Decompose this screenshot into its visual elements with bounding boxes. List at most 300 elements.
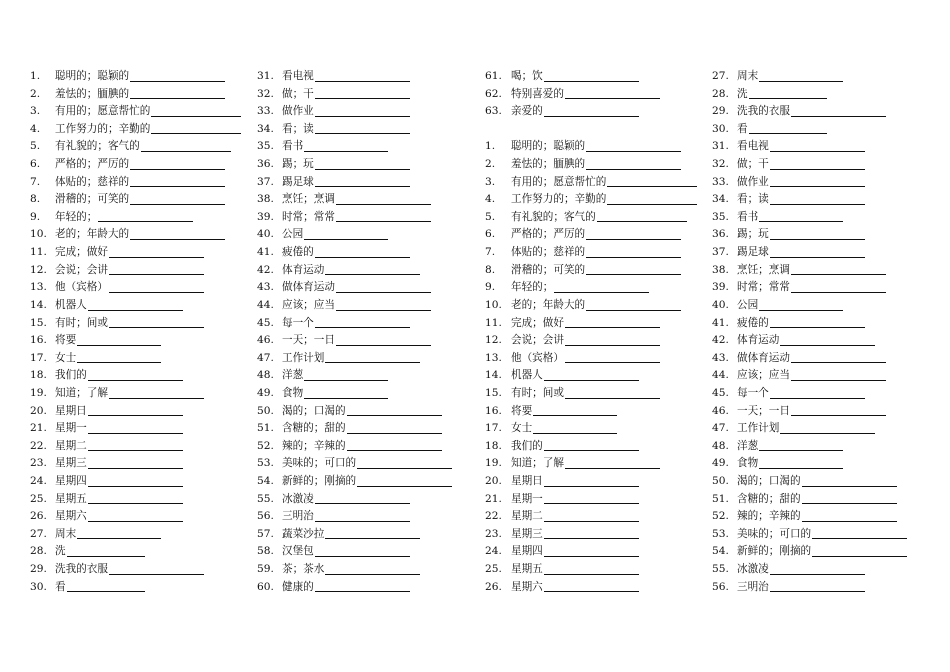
item-number: 35. [257,140,274,153]
chinese-prompt: 星期六 [55,510,87,523]
item-number: 42. [712,334,729,347]
answer-blank[interactable] [357,468,452,469]
item-number: 26. [485,580,502,593]
item-number: 17. [485,422,502,435]
vocab-row [257,420,489,438]
answer-blank[interactable] [77,345,161,346]
answer-blank[interactable] [109,292,204,293]
vocab-row [257,297,489,315]
chinese-prompt: 新鲜的；刚摘的 [282,475,357,488]
chinese-prompt: 洗我的衣服 [737,105,790,118]
answer-blank[interactable] [586,310,681,311]
answer-blank[interactable] [315,327,410,328]
answer-blank[interactable] [802,521,897,522]
answer-blank[interactable] [130,98,225,99]
vocab-row [485,226,717,244]
item-number: 40. [712,298,729,311]
answer-blank[interactable] [109,274,204,275]
item-number: 6. [485,228,496,241]
vocab-row [257,455,489,473]
answer-blank[interactable] [812,556,907,557]
answer-blank[interactable] [802,486,897,487]
chinese-prompt: 含糖的；甜的 [737,492,801,505]
chinese-prompt: 工作努力的；辛勤的 [55,122,151,135]
item-number: 58. [257,545,274,558]
item-number: 61. [485,70,502,82]
item-number: 32. [257,87,274,100]
chinese-prompt: 星期二 [55,439,87,452]
item-number: 54. [712,545,729,558]
vocab-row [257,526,489,544]
answer-blank[interactable] [304,398,388,399]
vocab-row [485,279,717,297]
vocab-row [257,350,489,368]
vocab-row [30,68,262,86]
item-number: 36. [257,158,274,171]
answer-blank[interactable] [759,81,843,82]
chinese-prompt: 体育运动 [737,334,780,347]
item-number: 54. [257,475,274,488]
chinese-prompt: 有礼貌的；客气的 [55,140,140,153]
answer-blank[interactable] [151,133,241,134]
answer-blank[interactable] [130,204,225,205]
chinese-prompt: 特别喜爱的 [511,87,564,100]
answer-blank[interactable] [77,362,161,363]
answer-blank[interactable] [336,292,431,293]
vocab-row [257,543,489,561]
chinese-prompt: 星期二 [511,510,543,523]
vocab-row [257,403,489,421]
item-number: 48. [712,439,729,452]
item-number: 60. [257,580,274,593]
item-number: 21. [485,492,502,505]
vocab-row [485,455,717,473]
answer-blank[interactable] [565,362,660,363]
answer-blank[interactable] [544,591,639,592]
item-number: 9. [485,281,496,294]
item-number: 6. [30,158,41,171]
vocab-row [257,262,489,280]
item-number: 4. [485,193,496,206]
answer-blank[interactable] [780,345,875,346]
answer-blank[interactable] [607,186,697,187]
answer-blank[interactable] [347,450,442,451]
chinese-prompt: 完成；做好 [511,316,564,329]
answer-blank[interactable] [88,468,183,469]
vocab-row [485,367,717,385]
chinese-prompt: 三明治 [282,510,314,523]
item-number: 50. [712,475,729,488]
answer-blank[interactable] [315,116,410,117]
answer-blank[interactable] [336,345,431,346]
answer-blank[interactable] [544,556,639,557]
item-number: 15. [485,386,502,399]
chinese-prompt: 周末 [737,70,759,82]
answer-blank[interactable] [770,186,865,187]
vocab-row [30,350,262,368]
item-number: 45. [257,316,274,329]
answer-blank[interactable] [554,292,649,293]
vocab-row [257,244,489,262]
answer-blank[interactable] [586,151,681,152]
vocab-row [712,68,944,86]
item-number: 19. [30,386,47,399]
item-number: 33. [257,105,274,118]
chinese-prompt: 蔬菜沙拉 [282,527,325,540]
chinese-prompt: 食物 [282,386,304,399]
item-number: 1. [30,70,41,82]
answer-blank[interactable] [315,169,410,170]
chinese-prompt: 星期四 [55,475,87,488]
answer-blank[interactable] [544,521,639,522]
item-number: 47. [257,351,274,364]
item-number: 41. [257,246,274,259]
answer-blank[interactable] [325,538,420,539]
answer-blank[interactable] [130,186,225,187]
chinese-prompt: 做体育运动 [282,281,335,294]
answer-blank[interactable] [88,486,183,487]
answer-blank[interactable] [347,415,442,416]
item-number: 32. [712,158,729,171]
item-number: 29. [30,563,47,576]
answer-blank[interactable] [749,133,827,134]
item-number: 7. [485,246,496,259]
answer-blank[interactable] [88,503,183,504]
chinese-prompt: 完成；做好 [55,246,108,259]
answer-blank[interactable] [802,503,897,504]
chinese-prompt: 工作努力的；辛勤的 [511,193,607,206]
chinese-prompt: 每一个 [737,386,769,399]
answer-blank[interactable] [770,151,865,152]
answer-blank[interactable] [759,450,843,451]
item-number: 27. [30,527,47,540]
chinese-prompt: 冰激凌 [737,563,769,576]
answer-blank[interactable] [88,415,183,416]
item-number: 4. [30,122,41,135]
answer-blank[interactable] [336,310,431,311]
chinese-prompt: 严格的；严厉的 [511,228,586,241]
item-number: 23. [485,527,502,540]
item-number: 5. [485,210,496,223]
chinese-prompt: 三明治 [737,580,769,593]
item-number: 55. [257,492,274,505]
item-number: 49. [257,386,274,399]
answer-blank[interactable] [88,521,183,522]
answer-blank[interactable] [544,380,639,381]
vocab-row [712,385,944,403]
vocab-row [30,103,262,121]
answer-blank[interactable] [565,468,660,469]
answer-blank[interactable] [759,310,843,311]
vocab-row [30,315,262,333]
chinese-prompt: 羞怯的；腼腆的 [55,87,130,100]
item-number: 27. [712,70,729,82]
item-number: 52. [712,510,729,523]
item-number: 62. [485,87,502,100]
vocab-column-3 [485,68,717,596]
answer-blank[interactable] [544,486,639,487]
answer-blank[interactable] [325,274,420,275]
item-number: 3. [30,105,41,118]
chinese-prompt: 看电视 [282,70,314,82]
answer-blank[interactable] [791,116,886,117]
answer-blank[interactable] [544,538,639,539]
column-gap [485,121,717,139]
item-number: 13. [485,351,502,364]
vocab-row [712,561,944,579]
chinese-prompt: 辣的；辛辣的 [737,510,801,523]
vocab-row [257,86,489,104]
answer-blank[interactable] [88,450,183,451]
answer-blank[interactable] [586,169,681,170]
item-number: 20. [30,404,47,417]
chinese-prompt: 体育运动 [282,263,325,276]
chinese-prompt: 知道；了解 [55,386,108,399]
answer-blank[interactable] [770,169,865,170]
chinese-prompt: 会说；会讲 [511,334,564,347]
answer-blank[interactable] [791,292,886,293]
answer-blank[interactable] [544,116,639,117]
answer-blank[interactable] [597,221,687,222]
answer-blank[interactable] [109,398,204,399]
answer-blank[interactable] [67,556,145,557]
answer-blank[interactable] [565,398,660,399]
item-number: 52. [257,439,274,452]
vocab-row [712,121,944,139]
answer-blank[interactable] [812,538,907,539]
item-number: 5. [30,140,41,153]
answer-blank[interactable] [791,274,886,275]
vocab-row [712,543,944,561]
answer-blank[interactable] [336,221,431,222]
vocab-row [712,226,944,244]
answer-blank[interactable] [533,433,617,434]
answer-blank[interactable] [565,327,660,328]
answer-blank[interactable] [586,239,681,240]
chinese-prompt: 洗 [55,545,66,558]
chinese-prompt: 踢；玩 [737,228,769,241]
answer-blank[interactable] [88,380,183,381]
vocab-row [485,420,717,438]
chinese-prompt: 一天；一日 [737,404,790,417]
item-number: 22. [485,510,502,523]
answer-blank[interactable] [770,239,865,240]
vocab-row [712,579,944,597]
chinese-prompt: 食物 [737,457,759,470]
answer-blank[interactable] [586,274,681,275]
item-number: 14. [30,298,47,311]
chinese-prompt: 有时；间或 [55,316,108,329]
answer-blank[interactable] [749,98,827,99]
item-number: 31. [257,70,274,82]
chinese-prompt: 看书 [737,210,759,223]
chinese-prompt: 冰激凌 [282,492,314,505]
answer-blank[interactable] [759,221,843,222]
answer-blank[interactable] [67,591,145,592]
item-number: 24. [30,475,47,488]
vocab-row [30,473,262,491]
answer-blank[interactable] [586,257,681,258]
answer-blank[interactable] [109,327,204,328]
item-number: 10. [30,228,47,241]
chinese-prompt: 工作计划 [737,422,780,435]
answer-blank[interactable] [791,362,886,363]
answer-blank[interactable] [141,151,231,152]
answer-blank[interactable] [565,98,660,99]
vocab-row [257,579,489,597]
answer-blank[interactable] [315,503,410,504]
answer-blank[interactable] [77,538,161,539]
chinese-prompt: 星期日 [55,404,87,417]
vocab-row [485,438,717,456]
chinese-prompt: 有用的；愿意帮忙的 [511,175,607,188]
answer-blank[interactable] [770,327,865,328]
vocab-row [485,103,717,121]
item-number: 11. [485,316,502,329]
answer-blank[interactable] [109,574,204,575]
item-number: 20. [485,475,502,488]
answer-blank[interactable] [315,98,410,99]
answer-blank[interactable] [315,186,410,187]
answer-blank[interactable] [357,486,452,487]
item-number: 53. [257,457,274,470]
answer-blank[interactable] [544,450,639,451]
answer-blank[interactable] [607,204,697,205]
answer-blank[interactable] [315,521,410,522]
chinese-prompt: 做作业 [737,175,769,188]
answer-blank[interactable] [770,398,865,399]
vocab-row [485,491,717,509]
chinese-prompt: 洗我的衣服 [55,563,108,576]
vocab-row [30,191,262,209]
answer-blank[interactable] [88,310,183,311]
chinese-prompt: 烹饪；烹调 [282,193,335,206]
chinese-prompt: 机器人 [55,298,87,311]
chinese-prompt: 健康的 [282,580,314,593]
vocab-row [712,508,944,526]
chinese-prompt: 烹饪；烹调 [737,263,790,276]
answer-blank[interactable] [315,133,410,134]
answer-blank[interactable] [565,345,660,346]
chinese-prompt: 看电视 [737,140,769,153]
vocab-row [30,297,262,315]
chinese-prompt: 星期三 [511,527,543,540]
answer-blank[interactable] [791,380,886,381]
item-number: 25. [30,492,47,505]
item-number: 2. [30,87,41,100]
item-number: 30. [712,122,729,135]
answer-blank[interactable] [304,380,388,381]
chinese-prompt: 女士 [55,351,77,364]
answer-blank[interactable] [770,204,865,205]
answer-blank[interactable] [336,204,431,205]
item-number: 38. [712,263,729,276]
chinese-prompt: 公园 [282,228,304,241]
answer-blank[interactable] [770,591,865,592]
vocab-row [30,156,262,174]
chinese-prompt: 做作业 [282,105,314,118]
answer-blank[interactable] [544,574,639,575]
chinese-prompt: 疲倦的 [282,246,314,259]
chinese-prompt: 茶；茶水 [282,563,325,576]
chinese-prompt: 公园 [737,298,759,311]
answer-blank[interactable] [544,503,639,504]
answer-blank[interactable] [98,221,193,222]
answer-blank[interactable] [315,81,410,82]
item-number: 16. [30,334,47,347]
chinese-prompt: 工作计划 [282,351,325,364]
item-number: 46. [257,334,274,347]
vocab-row [485,156,717,174]
answer-blank[interactable] [88,433,183,434]
answer-blank[interactable] [109,257,204,258]
vocab-row [257,491,489,509]
vocab-row [485,244,717,262]
chinese-prompt: 踢足球 [282,175,314,188]
answer-blank[interactable] [325,574,420,575]
vocab-row [485,561,717,579]
vocab-row [30,138,262,156]
vocab-row [712,438,944,456]
chinese-prompt: 我们的 [511,439,543,452]
vocab-row [712,315,944,333]
answer-blank[interactable] [759,468,843,469]
vocab-row [257,209,489,227]
chinese-prompt: 知道；了解 [511,457,564,470]
vocab-row [30,455,262,473]
answer-blank[interactable] [304,151,388,152]
vocab-row [712,473,944,491]
answer-blank[interactable] [315,257,410,258]
answer-blank[interactable] [770,257,865,258]
answer-blank[interactable] [130,81,225,82]
vocab-row [712,262,944,280]
chinese-prompt: 时常；常常 [737,281,790,294]
chinese-prompt: 会说；会讲 [55,263,108,276]
answer-blank[interactable] [533,415,617,416]
item-number: 17. [30,351,47,364]
answer-blank[interactable] [151,116,241,117]
chinese-prompt: 应该；应当 [737,369,790,382]
vocab-row [712,491,944,509]
chinese-prompt: 时常；常常 [282,210,335,223]
answer-blank[interactable] [315,591,410,592]
vocab-row [30,508,262,526]
chinese-prompt: 星期五 [55,492,87,505]
answer-blank[interactable] [130,239,225,240]
answer-blank[interactable] [544,81,639,82]
vocab-row [485,68,717,86]
answer-blank[interactable] [347,433,442,434]
vocab-row [257,315,489,333]
item-number: 42. [257,263,274,276]
item-number: 56. [257,510,274,523]
vocab-row [485,138,717,156]
vocab-row [712,209,944,227]
item-number: 50. [257,404,274,417]
answer-blank[interactable] [315,556,410,557]
item-number: 8. [30,193,41,206]
answer-blank[interactable] [325,362,420,363]
answer-blank[interactable] [770,574,865,575]
answer-blank[interactable] [130,169,225,170]
answer-blank[interactable] [791,415,886,416]
chinese-prompt: 一天；一日 [282,334,335,347]
chinese-prompt: 体贴的；慈祥的 [511,246,586,259]
answer-blank[interactable] [780,433,875,434]
answer-blank[interactable] [304,239,388,240]
vocab-row [30,367,262,385]
